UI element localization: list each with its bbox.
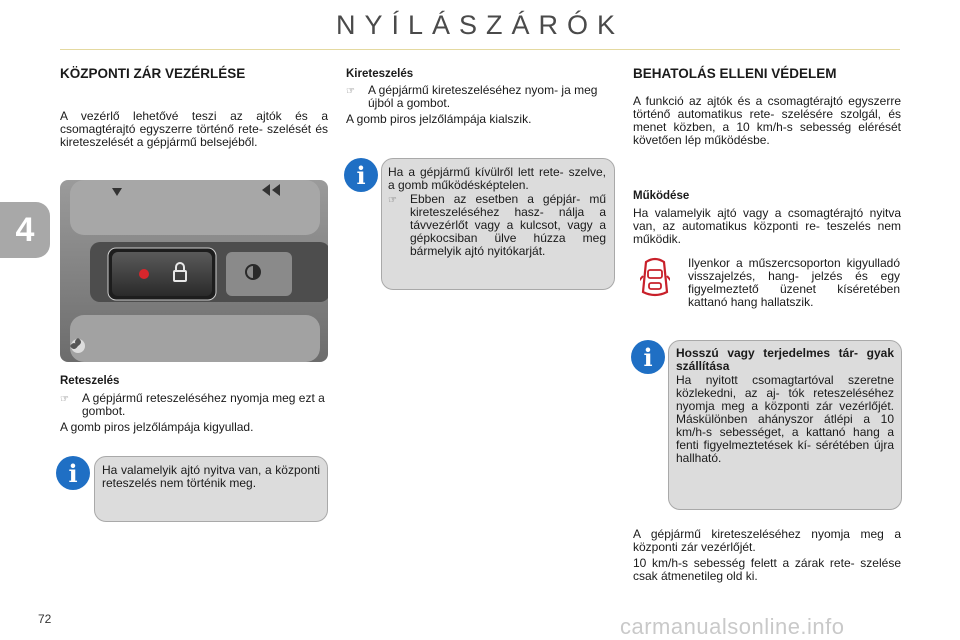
outro-speed: 10 km/h-s sebesség felett a zárak rete- szelése csak átmenetileg old ki. [633,556,901,583]
outro-unlock: A gépjármű kireteszeléséhez nyomja meg a központi zár vezérlőjét. [633,527,901,554]
pointer-icon: ☞ [388,195,397,206]
operation-text: Ha valamelyik ajtó vagy a csomagtérajtó nyitva van, az automatikus központi re- teszelés nem működik. [633,206,901,246]
lock-note: A gomb piros jelzőlámpája kigyullad. [60,420,254,434]
info-external-lock-bullet-text: Ebben az esetben a gépjár- mű kireteszeléséhez hasz- nálja a távvezérlőt vagy a kulcsot, vagy a gépkocsiban ülve húzza meg bármelyik ajtó nyitókarját. [410,192,606,258]
section-heading-central-lock: KÖZPONTI ZÁR VEZÉRLÉSE [60,66,246,81]
lock-bullet-text: A gépjármű reteszeléséhez nyomja meg ezt a gombot. [82,391,325,418]
page-title: NYÍLÁSZÁRÓK [335,10,625,40]
door-open-warning-icon [640,256,670,300]
pointer-icon: ☞ [60,394,69,405]
info-external-lock-bullet [388,193,606,258]
pointer-icon: ☞ [346,86,355,97]
info-icon: i [344,158,378,192]
lock-button-photo [60,180,328,362]
info-external-lock-text: Ha a gépjármű kívülről lett rete- szelve, a gomb működésképtelen. [388,165,606,192]
info-icon: i [56,456,90,490]
info-door-open-text: Ha valamelyik ajtó nyitva van, a központi reteszelés nem történik meg. [102,463,320,490]
info-icon: i [631,340,665,374]
warning-text: Ilyenkor a műszercsoporton kigyulladó visszajelzés, hang- jelzés és egy figyelmeztető üzenet kíséretében kattanó hang hallatszik. [688,256,900,309]
watermark: carmanualsonline.info [620,614,845,639]
page-number: 72 [38,612,52,626]
lock-subheading: Reteszelés [60,375,120,387]
lock-bullet [60,392,328,418]
operation-subheading: Működése [633,190,690,202]
anti-intrusion-intro: A funkció az ajtók és a csomagtérajtó egyszerre történő automatikus rete- szelésére szolgál, és menet közben, a 10 km/h-s sebesség elérését követően lép működésbe. [633,94,901,147]
unlock-subheading: Kireteszelés [346,68,414,80]
unlock-bullet-text: A gépjármű kireteszeléséhez nyom- ja meg újból a gombot. [368,83,598,110]
header-divider [60,49,900,50]
chapter-tab: 4 [0,202,50,258]
unlock-bullet [346,84,614,110]
unlock-note: A gomb piros jelzőlámpája kialszik. [346,112,532,126]
info-long-items-title: Hosszú vagy terjedelmes tár- gyak szállítása [676,346,894,373]
info-long-items-text: Ha nyitott csomagtartóval szeretne közlekedni, az aj- tók reteszeléséhez nyomja meg a központi zár vezérlőjét. Máskülönben ahányszor átlépi a 10 km/h-s sebességet, a kattanó hang a fenti figyelmeztetések kí- sérétében újra hallható. [676,373,894,465]
section-heading-anti-intrusion: BEHATOLÁS ELLENI VÉDELEM [633,66,837,81]
central-lock-intro: A vezérlő lehetővé teszi az ajtók és a csomagtérajtó egyszerre történő rete- szelését és kireteszelését a gépjármű belsejéből. [60,109,328,149]
